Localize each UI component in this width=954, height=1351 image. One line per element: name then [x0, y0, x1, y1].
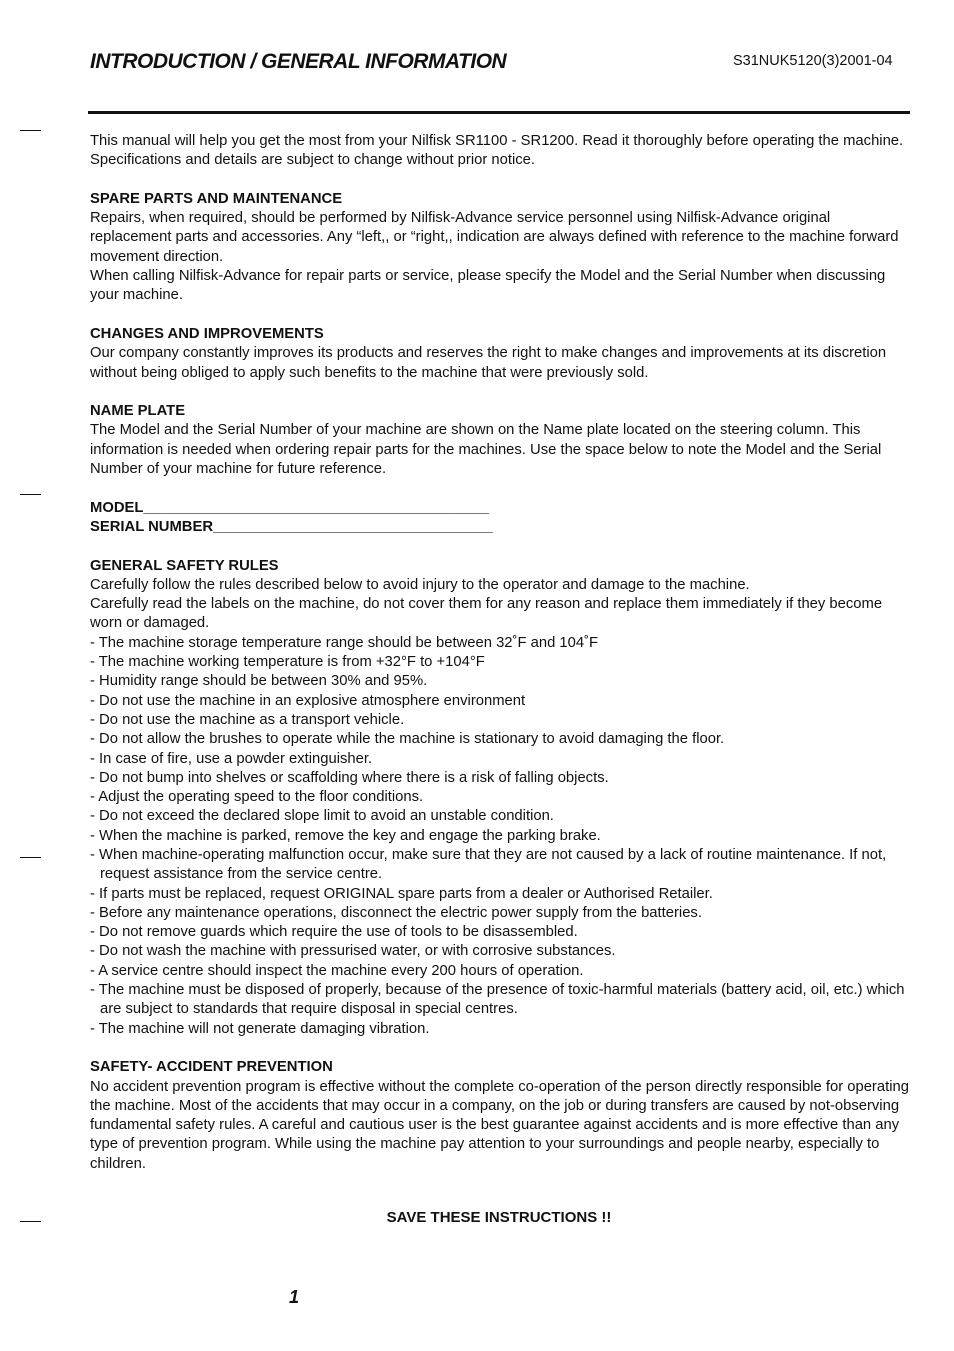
safety-rule-item: - Do not wash the machine with pressurised water, or with corrosive substances.	[90, 943, 616, 960]
safety-rule-item: - Humidity range should be between 30% and 95%.	[90, 673, 428, 690]
safety-rule-item: - The machine working temperature is from +32°F to +104°F	[90, 654, 485, 671]
safety-rule-item: - Before any maintenance operations, disconnect the electric power supply from the batteries.	[90, 904, 702, 921]
safety-rule-item: - The machine must be disposed of properly, because of the presence of toxic-harmful materials (battery acid, oil, etc.) which are subject to standards that require disposal in special centres.	[90, 982, 905, 1018]
changes-paragraph: Our company constantly improves its products and reserves the right to make changes and improvements at its discretion without being obliged to apply such benefits to the machine that were previously sold.	[90, 345, 887, 381]
safety-rule-item: - When the machine is parked, remove the key and engage the parking brake.	[90, 827, 601, 844]
section-heading-safety-rules: GENERAL SAFETY RULES	[90, 557, 279, 574]
section-heading-name-plate: NAME PLATE	[90, 403, 186, 420]
margin-mark	[20, 857, 41, 858]
safety-rule-item: - Adjust the operating speed to the floor conditions.	[90, 789, 424, 806]
safety-rule-item: - Do not use the machine as a transport vehicle.	[90, 711, 405, 728]
intro-paragraph: This manual will help you get the most from your Nilfisk SR1100 - SR1200. Read it thoroughly before operating the machine. Specifications and details are subject to change without prior notice.	[90, 133, 904, 169]
document-body	[90, 132, 912, 1174]
safety-rule-item: - Do not use the machine in an explosive atmosphere environment	[90, 692, 526, 709]
serial-number-field: SERIAL NUMBER__________________________________	[90, 518, 493, 535]
safety-rule-item: - When machine-operating malfunction occur, make sure that they are not caused by a lack of routine maintenance. If not, request assistance from the service centre.	[90, 846, 887, 883]
safety-rule-item: - The machine storage temperature range should be between 32˚F and 104˚F	[90, 634, 599, 651]
section-heading-spare-parts: SPARE PARTS AND MAINTENANCE	[90, 190, 343, 207]
safety-rules-paragraph: Carefully follow the rules described below to avoid injury to the operator and damage to the machine.	[90, 576, 750, 593]
page-number: 1	[289, 1287, 300, 1307]
safety-rule-item: - In case of fire, use a powder extinguisher.	[90, 750, 373, 767]
safety-rule-item: - Do not remove guards which require the use of tools to be disassembled.	[90, 924, 578, 941]
document-code: S31NUK5120(3)2001-04	[733, 53, 893, 69]
safety-rule-item: - The machine will not generate damaging vibration.	[90, 1020, 430, 1037]
model-field: MODEL__________________________________________	[90, 499, 490, 516]
safety-rule-item: - A service centre should inspect the machine every 200 hours of operation.	[90, 962, 584, 979]
safety-rule-item: - Do not exceed the declared slope limit to avoid an unstable condition.	[90, 808, 554, 825]
safety-rule-item: - If parts must be replaced, request ORIGINAL spare parts from a dealer or Authorised Retailer.	[90, 885, 713, 902]
section-heading-changes: CHANGES AND IMPROVEMENTS	[90, 325, 324, 342]
margin-mark	[20, 494, 41, 495]
safety-rule-item: - Do not bump into shelves or scaffolding where there is a risk of falling objects.	[90, 769, 609, 786]
header-divider	[88, 111, 910, 114]
section-heading-accident-prevention: SAFETY- ACCIDENT PREVENTION	[90, 1059, 333, 1076]
accident-prevention-paragraph: No accident prevention program is effective without the complete co-operation of the person directly responsible for operating the machine. Most of the accidents that may occur in a company, on the job or during transfers are caused by not-observing fundamental safety rules. A careful and cautious user is the best guarantee against accidents and is more effective than any type of prevention program. While using the machine pay attention to your surroundings and people nearby, especially to children.	[90, 1078, 909, 1172]
safety-rule-item: - Do not allow the brushes to operate while the machine is stationary to avoid damaging the floor.	[90, 731, 725, 748]
spare-parts-paragraph: When calling Nilfisk-Advance for repair parts or service, please specify the Model and the Serial Number when discussing your machine.	[90, 268, 886, 304]
name-plate-paragraph: The Model and the Serial Number of your machine are shown on the Name plate located on the steering column. This information is needed when ordering repair parts for the machines. Use the space below to note the Model and the Serial Number of your machine for future reference.	[90, 422, 882, 478]
margin-mark	[20, 130, 41, 131]
page-title: INTRODUCTION / GENERAL INFORMATION	[90, 50, 507, 73]
spare-parts-paragraph: Repairs, when required, should be performed by Nilfisk-Advance service personnel using Nilfisk-Advance original replacement parts and accessories. Any “left,, or “right,, indication are always defined with reference to the machine forward movement direction.	[90, 210, 899, 265]
safety-rules-paragraph: Carefully read the labels on the machine, do not cover them for any reason and replace them immediately if they become worn or damaged.	[90, 596, 883, 632]
save-instructions-note: SAVE THESE INSTRUCTIONS !!	[386, 1209, 612, 1226]
